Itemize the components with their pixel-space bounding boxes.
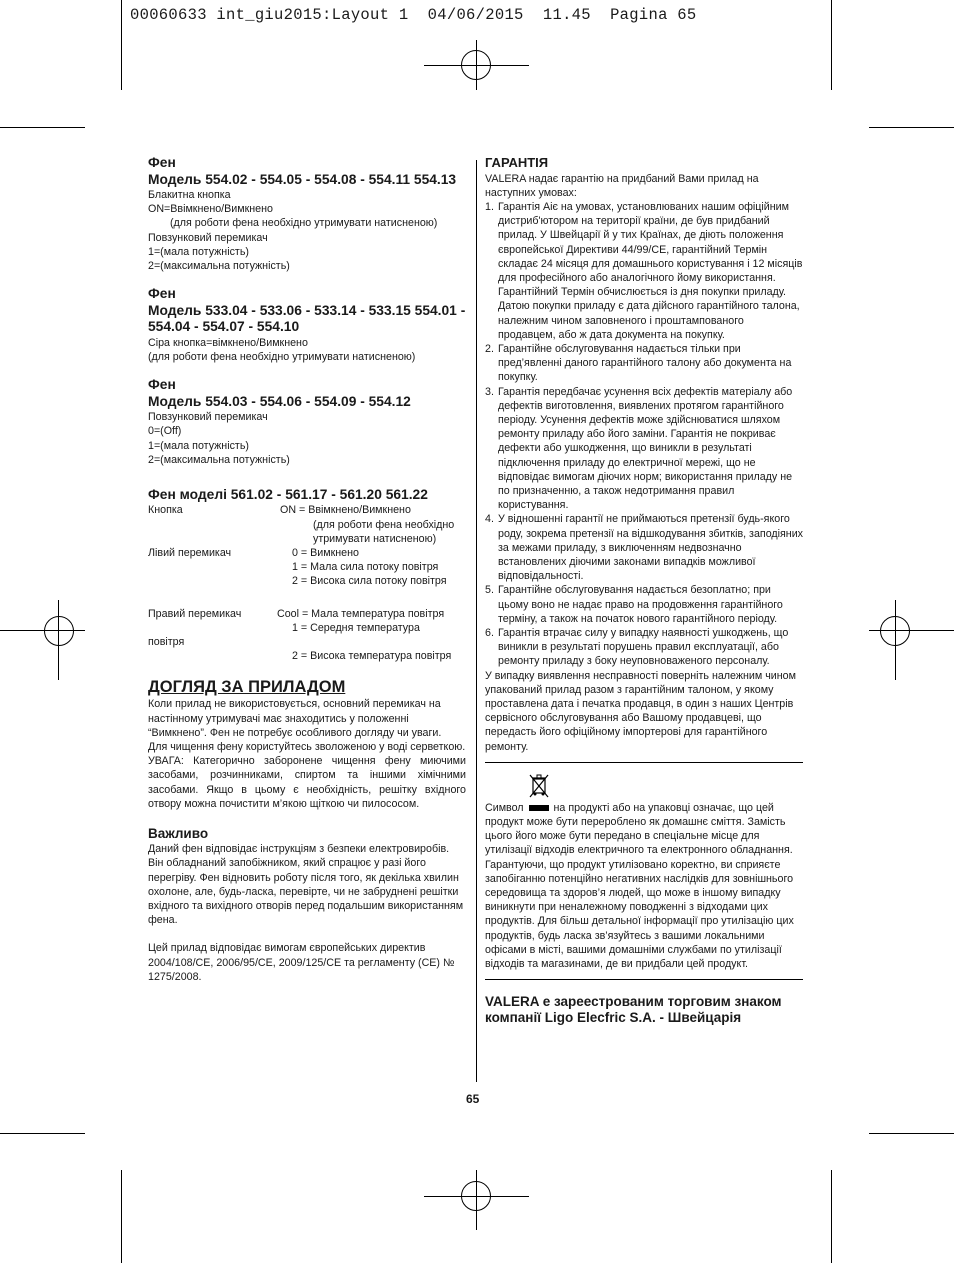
control-value: 2 = Висока сила потоку повітря [292,575,447,588]
warranty-intro: VALERA надає гарантію на придбаний Вами прилад на наступних умовах: [485,172,759,199]
care-paragraph: Для чищення фену користуйтесь зволоженою у воді серветкою. [148,741,466,754]
model-heading: Модель 554.02 - 554.05 - 554.08 - 554.11 554.13 [148,171,457,187]
section-model-554-02 [148,155,466,273]
warranty-item: 4. У відношенні гарантії не приймаються претензії будь-якого роду, зокрема претензії на відшкодування збитків, заподіяних за межами приладу, з виключенням недвозначно встановлених діючими законами випадків можливої відповідальності. [485,513,804,583]
text-line: 2=(максимальна потужність) [148,260,290,273]
text-line: 2=(максимальна потужність) [148,453,290,466]
control-value: Cool = Мала температура повітря [277,607,445,620]
important-title: Важливо [148,826,209,842]
control-value: 1 = Мала сила потоку повітря [292,561,439,574]
trademark-notice: VALERA е зареестрованим торговим знаком компанії Ligo Elecfric S.A. - Швейцарія [485,994,782,1026]
control-label: Кнопка [148,504,183,517]
divider [485,762,803,763]
left-column [148,155,466,984]
section-model-561 [148,487,466,664]
warranty-item: 6. Гарантія втрачає силу у випадку наявності ушкоджень, що виникли в результаті порушень правил експлуатації, або ремонту приладу з боку неуповноваженого персоналу. [485,627,789,668]
control-value: утримувати натисненою) [313,532,437,545]
text-line: 1=(мала потужність) [148,439,249,452]
care-paragraph: Коли прилад не використовується, основний перемикач на настінному утримувачі має знаходитись у положенні “Вимкнено”. Фен не потребує особливого догляду чи уваги. [148,698,442,739]
divider [485,979,803,980]
control-value: ON = Ввімкнено/Вимкнено [280,504,411,517]
section-heading: Фен [148,155,176,170]
text-line: 0=(Off) [148,425,182,438]
control-label: Лівий перемикач [148,547,232,560]
warranty-title: ГАРАНТІЯ [485,155,549,170]
warranty-item: 2. Гарантійне обслуговування надається тільки при пред’явленні даного гарантійного талону або документа на покупку. [485,342,792,384]
section-model-554-03 [148,377,466,467]
text-line: (для роботи фена необхідно утримувати натисненою) [170,217,438,230]
section-heading: Фен [148,377,176,393]
print-slug-header: 00060633 int_giu2015:Layout 1 04/06/2015 11.45 Pagina 65 [130,6,697,24]
care-warning: УВАГА: Категорично заборонене чищення фену миючими засобами, розчинниками, спиртом та іншими хімічними засобами. Якщо в цьому є необхідність, решітку вхідного отвору можна почистити м’якою щіткою чи пилососом. [148,755,466,810]
warranty-item: 5. Гарантійне обслуговування надається безоплатно; при цьому воно не надає право на продовження гарантійного терміну, а також на початок нового гарантійного періоду. [485,584,783,625]
section-model-533-04 [148,286,466,364]
text-line: Повзунковий перемикач [148,411,268,424]
important-paragraph: Даний фен відповідає інструкціям з безпеки електровиробів. Він обладнаний запобіжником, який спрацює у разі його перегріву. Фен відновить роботу після того, як декілька хвилин охолоне, але, будь-ласка, перевірте, чи не забруднені решітки вхідного та вихідного отворів перед подальшим використанням фена. [148,843,464,927]
care-title: ДОГЛЯД ЗА ПРИЛАДОМ [148,678,346,697]
text-line: 1=(мала потужність) [148,245,249,258]
model-heading: Фен моделі 561.02 - 561.17 - 561.20 561.22 [148,486,428,502]
warranty-item: 1. Гарантія Aiє на умовах, установлюваних нашим офіційним дистриб'ютором на території країни, де був придбаний прилад. У Швейцарії й у тих Країнах, де діють положення європейської Директиви 44/99/CE, гарантійний Термін складає 24 місяця для домашнього користування і 12 місяців для професійного або аналогічного йому використання. Гарантійний Термін обчислюється із дня покупки приладу. Датою покупки приладу є дата дійсного гарантійного талона, належним чином заповненого і проштампованого продавцем, або ж дата документа на покупку. [485,200,803,341]
bin-bar-icon [529,805,549,811]
text-line: Блакитна кнопка [148,189,231,201]
model-heading: Модель 533.04 - 533.06 - 533.14 - 533.15 554.01 - 554.04 - 554.07 - 554.10 [148,302,466,335]
control-value: повітря [148,636,185,649]
control-value: 1 = Середня температура [292,621,420,634]
crossed-bin-icon [529,773,549,799]
text-line: ON=Ввімкнено/Вимкнено [148,203,273,216]
section-heading: Фен [148,286,176,302]
directives-paragraph: Цей прилад відповідає вимогам європейських директив 2004/108/CE, 2006/95/CE, 2009/125/CE та регламенту (CE) № 1275/2008. [148,942,455,983]
control-label: Правий перемикач [148,607,242,620]
warranty-item: 3. Гарантія передбачає усунення всіх дефектів матеріалу або дефектів виготовлення, виявлених протягом гарантійного періоду. Усунення дефектів може здійснюватися шляхом ремонту приладу або його заміни. Гарантія не покриває дефекти або ушкодження, що виникли в результаті підключення приладу до електричної мережі, що не відповідає вимогам діючих норм; використання приладу не по призначенню, а також недотримання правил користування. [485,385,793,512]
control-value: (для роботи фена необхідно [313,518,455,531]
control-value: 2 = Висока температура повітря [292,650,452,663]
control-value: 0 = Вимкнено [292,547,359,560]
text-line: Повзунковий перемикач [148,231,268,244]
text-line: Сіра кнопка=вімкнено/Вимкнено [148,336,308,349]
page-number: 65 [466,1092,480,1106]
warranty-outro: У випадку виявлення несправності поверніть належним чином упакований прилад разом з гарантійним талоном, у якому проставлена дата і печатка продавця, в один з наших Центрів сервісного обслуговування або Вашому продавцеві, що передасть його офіційному імпортерові для гарантійного ремонту. [485,669,796,753]
column-divider [476,160,477,1082]
right-column [485,155,803,1026]
text-line: (для роботи фена необхідно утримувати натисненою) [148,350,416,363]
model-heading: Модель 554.03 - 554.06 - 554.09 - 554.12 [148,393,411,409]
weee-paragraph: Символ на продукті або на упаковці означає, що цей продукт може бути перероблено як домашнє сміття. Замість цього його може бути передано в спеціальне місце для утилізації відходів електричного та електронного обладнання. Гарантуючи, що продукт утилізовано коректно, ви сприяєте запобіганню потенційно негативних наслідків для зовнішнього середовища та здоров’я людей, що може в іншому випадку виникнути при неналежному поводженні з відходами цих продуктів. Для більш детальної інформації про утилізацію цих продуктів, будь ласка зв’язуйтесь з вашими локальними офісами в місті, вашими домашніми службами по утилізації відходів та магазинами, де ви придбали цей продукт. [485,801,794,971]
